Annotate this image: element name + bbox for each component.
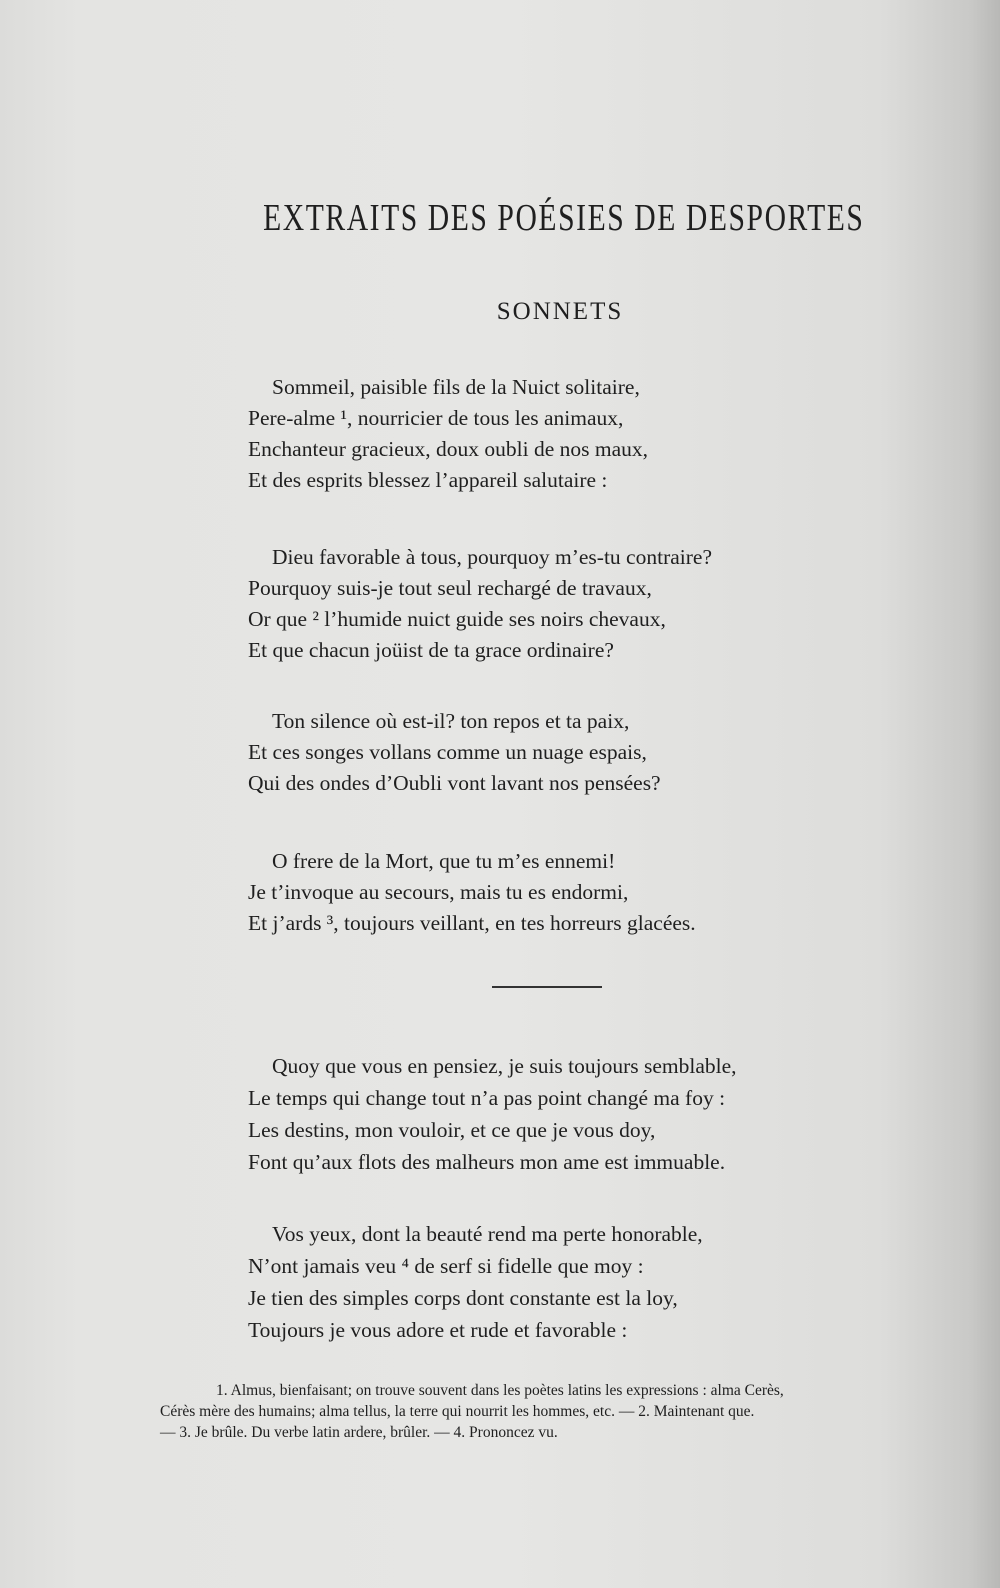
sonnet-1-stanza-4 xyxy=(248,846,696,939)
verse-line: Pourquoy suis-je tout seul rechargé de travaux, xyxy=(248,576,652,600)
footnote-line: 1. Almus, bienfaisant; on trouve souvent dans les poètes latins les expressions : alma Cerès, xyxy=(216,1382,784,1399)
footnote-line: — 3. Je brûle. Du verbe latin ardere, brûler. — 4. Prononcez vu. xyxy=(160,1424,558,1441)
section-heading: SONNETS xyxy=(496,298,624,325)
verse-line: Dieu favorable à tous, pourquoy m’es-tu contraire? xyxy=(272,545,712,569)
verse-line: Et j’ards ³, toujours veillant, en tes horreurs glacées. xyxy=(248,911,696,935)
footnote-line: Cérès mère des humains; alma tellus, la terre qui nourrit les hommes, etc. — 2. Maintenant que. xyxy=(160,1403,755,1420)
verse-line: Et des esprits blessez l’appareil salutaire : xyxy=(248,468,608,492)
verse-line: Font qu’aux flots des malheurs mon ame est immuable. xyxy=(248,1150,726,1174)
footnotes xyxy=(160,1380,950,1443)
section-divider xyxy=(492,986,602,988)
verse-line: Je tien des simples corps dont constante est la loy, xyxy=(248,1286,678,1310)
verse-line: Et que chacun joüist de ta grace ordinaire? xyxy=(248,638,614,662)
verse-line: Quoy que vous en pensiez, je suis toujours semblable, xyxy=(272,1054,737,1078)
verse-line: Ton silence où est-il? ton repos et ta paix, xyxy=(272,709,630,733)
sonnet-2-stanza-1 xyxy=(248,1050,737,1178)
verse-line: O frere de la Mort, que tu m’es ennemi! xyxy=(272,849,616,873)
sonnet-1-stanza-3 xyxy=(248,706,661,799)
verse-line: Les destins, mon vouloir, et ce que je vous doy, xyxy=(248,1118,656,1142)
sonnet-1-stanza-1 xyxy=(248,372,648,496)
verse-line: Sommeil, paisible fils de la Nuict solitaire, xyxy=(272,375,640,399)
verse-line: Pere-alme ¹, nourricier de tous les animaux, xyxy=(248,406,624,430)
verse-line: Qui des ondes d’Oubli vont lavant nos pensées? xyxy=(248,771,661,795)
verse-line: Et ces songes vollans comme un nuage espais, xyxy=(248,740,647,764)
verse-line: Vos yeux, dont la beauté rend ma perte honorable, xyxy=(272,1222,703,1246)
verse-line: Je t’invoque au secours, mais tu es endormi, xyxy=(248,880,629,904)
verse-line: Or que ² l’humide nuict guide ses noirs chevaux, xyxy=(248,607,666,631)
verse-line: N’ont jamais veu ⁴ de serf si fidelle que moy : xyxy=(248,1254,644,1278)
verse-line: Le temps qui change tout n’a pas point changé ma foy : xyxy=(248,1086,726,1110)
verse-line: Toujours je vous adore et rude et favorable : xyxy=(248,1318,628,1342)
page-title: EXTRAITS DES POÉSIES DE DESPORTES xyxy=(263,197,865,239)
sonnet-2-stanza-2 xyxy=(248,1218,703,1346)
verse-line: Enchanteur gracieux, doux oubli de nos maux, xyxy=(248,437,649,461)
sonnet-1-stanza-2 xyxy=(248,542,712,666)
